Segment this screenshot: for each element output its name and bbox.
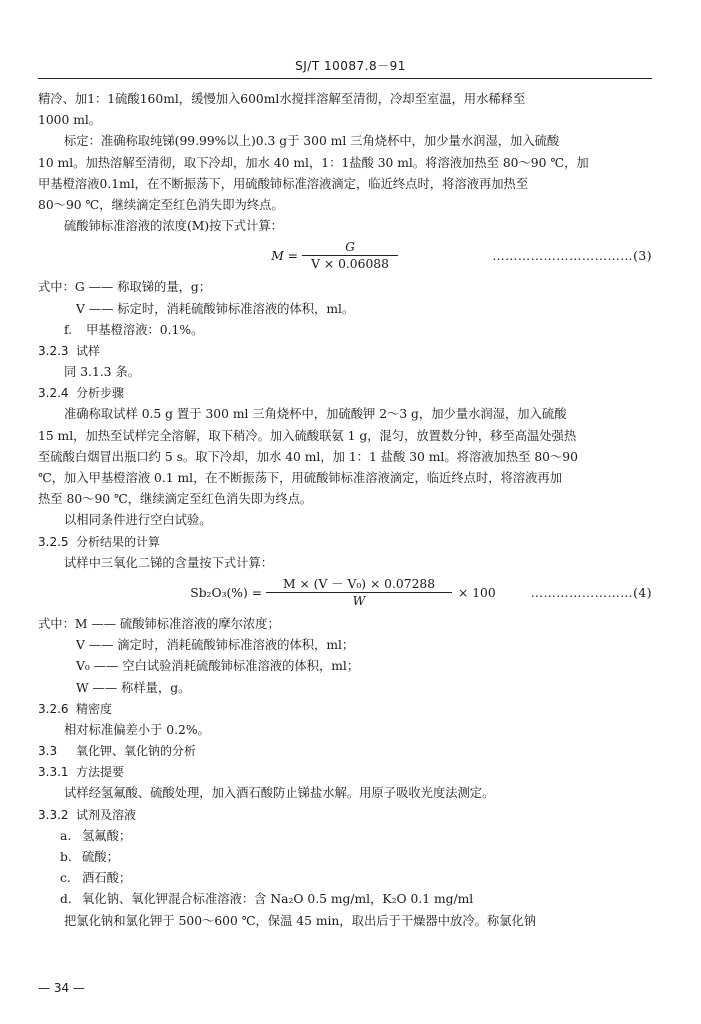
section-title: 方法提要 bbox=[76, 765, 125, 780]
text-line: 精冷、加1：1硫酸160ml，缓慢加入600ml水搅拌溶解至清彻，冷却至室温，用水稀释至 bbox=[38, 92, 526, 106]
section-title: 氧化钾、氧化钠的分析 bbox=[76, 744, 197, 759]
list-item bbox=[38, 889, 652, 910]
equation-numerator: G bbox=[302, 239, 398, 256]
text-line: 准确称取试样 0.5 g 置于 300 ml 三角烧杯中，加硫酸钾 2～3 g，加少量水润湿，加入硫酸 bbox=[64, 407, 567, 422]
list-label: c. bbox=[60, 871, 71, 886]
text-line: 15 ml，加热至试样完全溶解，取下稍冷。加入硫酸联氨 1 g，混匀，放置数分钟，移至高温处强热 bbox=[38, 428, 577, 443]
equation-denominator: V × 0.06088 bbox=[311, 257, 389, 272]
list-text: 甲基橙溶液：0.1%。 bbox=[86, 322, 204, 337]
text-line: 相对标准偏差小于 0.2%。 bbox=[64, 722, 210, 737]
text-line: 热至 80～90 ℃，继续滴定至红色消失即为终点。 bbox=[38, 492, 313, 507]
text-line: ℃，加入甲基橙溶液 0.1 ml，在不断振荡下，用硫酸铈标准溶液滴定，临近终点时，将溶液再加 bbox=[38, 471, 563, 485]
equation-lhs: M = bbox=[271, 249, 298, 264]
text-line: 10 ml。加热溶解至清彻，取下冷却，加水 40 ml，1：1盐酸 30 ml。将溶液加热至 80～90 ℃，加 bbox=[38, 155, 589, 170]
definition-g: G —— 称取锑的量，g； bbox=[74, 280, 212, 295]
equation-multiplier: × 100 bbox=[458, 585, 496, 600]
list-item bbox=[38, 826, 652, 847]
list-label: b. bbox=[60, 850, 72, 864]
list-label: a. bbox=[60, 828, 72, 843]
text-line bbox=[38, 277, 652, 298]
section-number: 3.3.2 bbox=[38, 807, 69, 822]
section-number: 3.2.4 bbox=[38, 386, 69, 401]
section-number: 3.2.3 bbox=[38, 343, 69, 358]
where-prefix: 式中： bbox=[38, 616, 75, 631]
text-line: 1000 ml。 bbox=[38, 113, 102, 128]
equation-3 bbox=[38, 237, 652, 277]
equation-4 bbox=[38, 574, 652, 614]
list-item bbox=[38, 868, 652, 889]
equation-number: ……………………………(3) bbox=[492, 249, 652, 264]
text-line: 同 3.1.3 条。 bbox=[64, 365, 140, 380]
equation-numerator: M × (V － V₀) × 0.07288 bbox=[266, 576, 452, 593]
where-prefix: 式中： bbox=[38, 280, 75, 295]
document-body bbox=[38, 89, 652, 932]
text-line: 80～90 ℃，继续滴定至红色消失即为终点。 bbox=[38, 197, 284, 212]
definition-v: V —— 滴定时，消耗硫酸铈标准溶液的体积，ml； bbox=[76, 638, 355, 653]
text-line bbox=[38, 614, 652, 635]
definition-v: V —— 标定时，消耗硫酸铈标准溶液的体积，ml。 bbox=[76, 301, 355, 316]
equation-fraction bbox=[302, 239, 398, 272]
definition-m: M —— 硫酸铈标准溶液的摩尔浓度； bbox=[74, 616, 280, 631]
list-text: 氧化钠、氧化钾混合标准溶液：含 Na₂O 0.5 mg/ml，K₂O 0.1 mg/ml bbox=[82, 892, 474, 907]
definition-v0: V₀ —— 空白试验消耗硫酸铈标准溶液的体积，ml； bbox=[76, 659, 360, 674]
text-line: 至硫酸白烟冒出瓶口约 5 s。取下冷却，加水 40 ml，加 1：1 盐酸 30 ml。将溶液加热至 80～90 bbox=[38, 449, 578, 464]
text-line: 试样经氢氟酸、硫酸处理，加入酒石酸防止锑盐水解。用原子吸收光度法测定。 bbox=[64, 786, 495, 801]
list-item bbox=[38, 847, 652, 868]
section-3-2-6 bbox=[38, 699, 652, 720]
section-3-3 bbox=[38, 741, 652, 762]
text-line: 标定：准确称取纯锑(99.99%以上)0.3 g于 300 ml 三角烧杯中，加少量水润湿，加入硫酸 bbox=[64, 134, 560, 149]
list-text: 硫酸； bbox=[82, 850, 119, 864]
section-title: 精密度 bbox=[76, 701, 113, 716]
section-3-2-5 bbox=[38, 532, 652, 553]
section-3-2-4 bbox=[38, 383, 652, 404]
page-header: SJ/T 10087.8－91 bbox=[295, 59, 406, 73]
definition-w: W —— 称样量，g。 bbox=[76, 680, 191, 695]
text-line: 试样中三氧化二锑的含量按下式计算： bbox=[64, 555, 274, 570]
section-number: 3.2.6 bbox=[38, 701, 69, 716]
text-line: 甲基橙溶液0.1ml，在不断振荡下，用硫酸铈标准溶液滴定，临近终点时，将溶液再加热至 bbox=[38, 176, 529, 191]
list-label: f. bbox=[64, 322, 73, 337]
header-rule bbox=[38, 78, 652, 79]
list-text: 氢氟酸； bbox=[82, 828, 132, 843]
list-item-f bbox=[38, 320, 652, 341]
text-line: 把氯化钠和氯化钾于 500～600 ℃，保温 45 min，取出后于干燥器中放冷。称氯化钠 bbox=[64, 913, 537, 928]
section-3-3-2 bbox=[38, 805, 652, 826]
section-number: 3.3 bbox=[38, 744, 58, 759]
equation-lhs: Sb₂O₃(%) = bbox=[190, 585, 262, 600]
section-title: 分析步骤 bbox=[76, 386, 125, 401]
text-line: 以相同条件进行空白试验。 bbox=[64, 513, 212, 528]
section-number: 3.3.1 bbox=[38, 765, 69, 780]
equation-fraction bbox=[266, 576, 452, 609]
section-title: 试剂及溶液 bbox=[76, 807, 137, 822]
section-title: 分析结果的计算 bbox=[76, 534, 161, 549]
section-3-3-1 bbox=[38, 762, 652, 783]
section-title: 试样 bbox=[76, 343, 101, 358]
equation-number: ……………………(4) bbox=[530, 585, 652, 600]
list-label: d. bbox=[60, 892, 72, 907]
section-number: 3.2.5 bbox=[38, 534, 69, 549]
list-text: 酒石酸； bbox=[82, 871, 132, 886]
text-line: 硫酸铈标准溶液的浓度(M)按下式计算： bbox=[64, 219, 283, 234]
page-number: — 34 — bbox=[38, 981, 85, 995]
equation-denominator: W bbox=[352, 593, 366, 608]
section-3-2-3 bbox=[38, 341, 652, 362]
